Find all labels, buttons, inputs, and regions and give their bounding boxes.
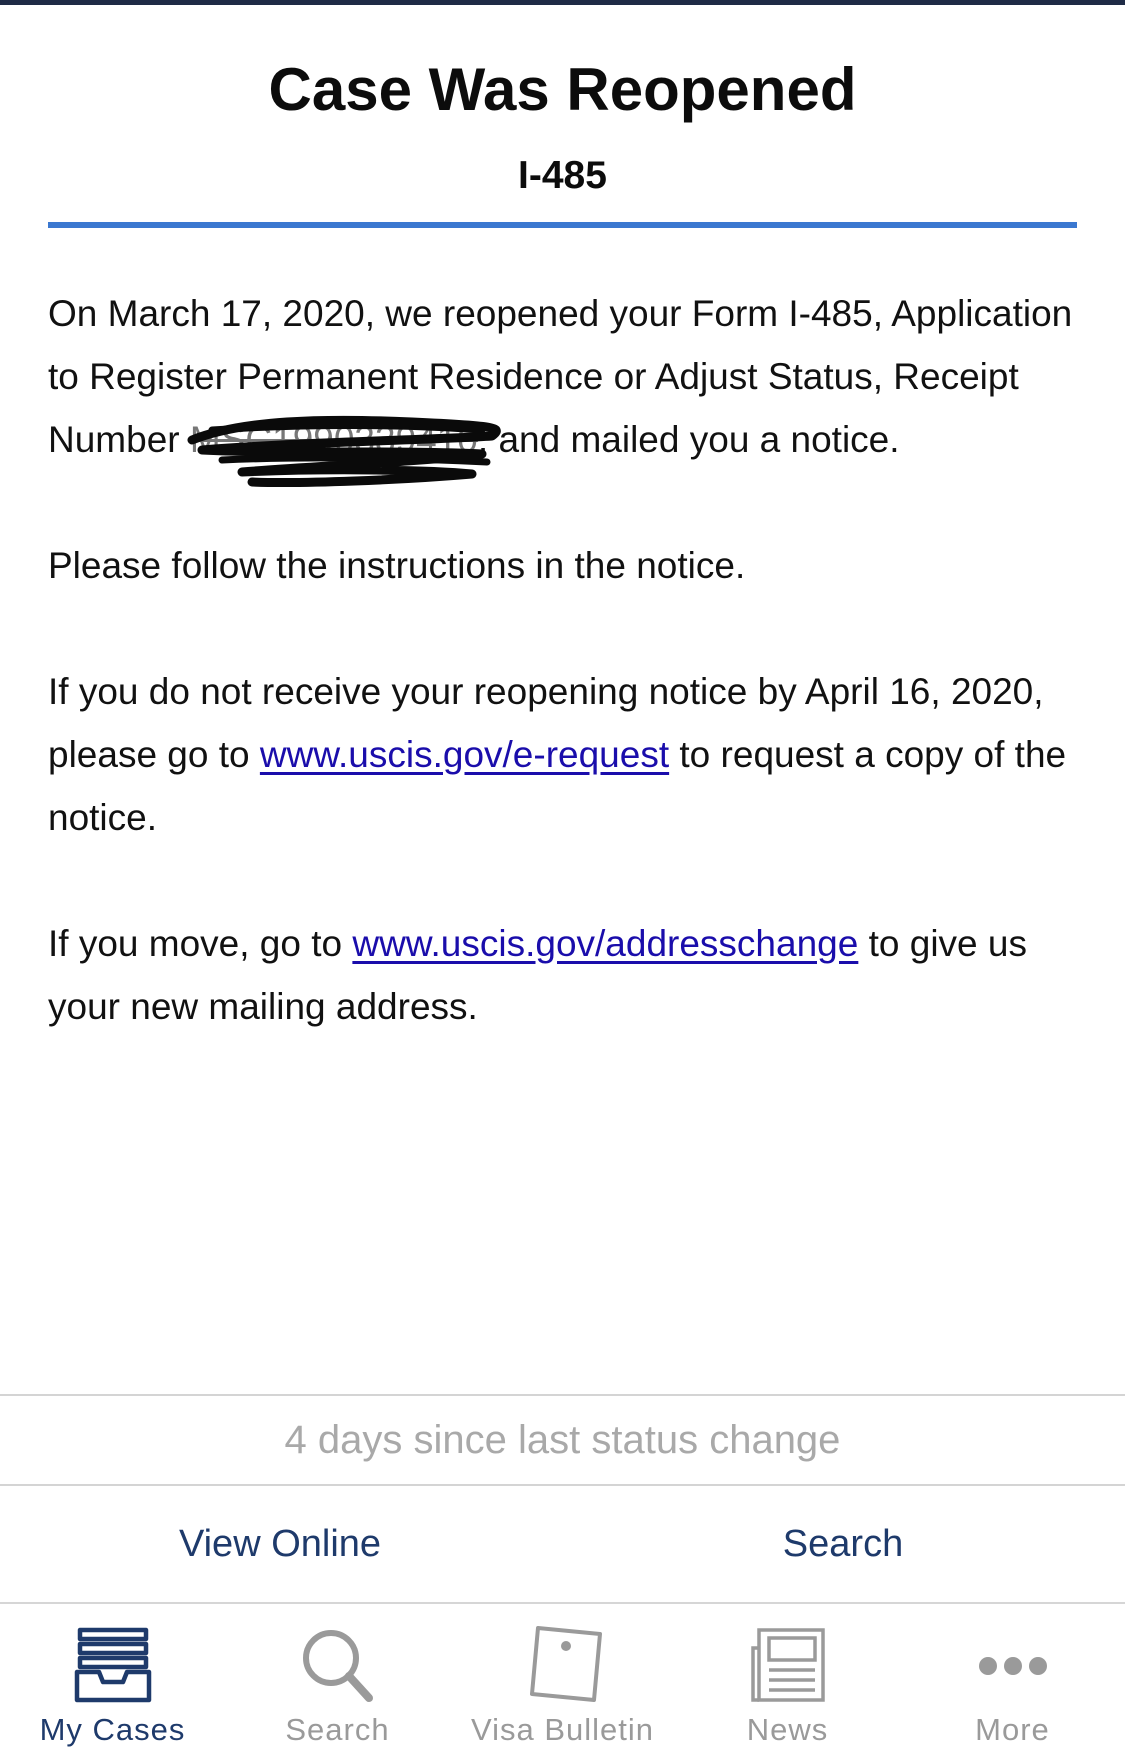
inbox-tray-icon (72, 1624, 154, 1706)
tab-news[interactable] (675, 1604, 900, 1751)
paragraph-text: If you do not receive your reopening notice by April 16, 2020, please go to (48, 671, 1044, 775)
receipt-number: MSC1990339410 (189, 419, 478, 460)
case-actions (0, 1486, 1125, 1604)
case-status-description (48, 282, 1088, 1101)
bottom-tab-bar (0, 1604, 1125, 1751)
tab-search[interactable] (225, 1604, 450, 1751)
view-online-button[interactable]: View Online (178, 1523, 382, 1565)
tab-label: News (746, 1712, 829, 1747)
paragraph-address-change (48, 912, 1088, 1038)
paragraph-reopened (48, 282, 1088, 471)
paragraph-text: , and mailed you a notice. (477, 419, 900, 460)
address-change-link[interactable]: www.uscis.gov/addresschange (352, 923, 859, 964)
newspaper-icon (747, 1624, 829, 1706)
paragraph-instructions: Please follow the instructions in the notice. (48, 545, 746, 586)
tab-label: Search (285, 1712, 390, 1747)
paragraph-e-request (48, 660, 1088, 849)
redacted-receipt-number (190, 408, 478, 471)
tab-my-cases[interactable] (0, 1604, 225, 1751)
pinned-note-icon (522, 1624, 604, 1706)
paragraph-text: to give us your new mailing address. (48, 923, 1027, 1027)
case-status-title: Case Was Reopened (268, 56, 857, 123)
tab-label: My Cases (39, 1712, 186, 1747)
tab-label: More (975, 1712, 1050, 1747)
magnifier-icon (297, 1624, 379, 1706)
paragraph-text: If you move, go to (48, 923, 353, 964)
e-request-link[interactable]: www.uscis.gov/e-request (259, 734, 670, 775)
title-divider (48, 222, 1077, 228)
ellipsis-icon (972, 1624, 1054, 1706)
tab-label: Visa Bulletin (470, 1712, 655, 1747)
form-id: I-485 (518, 154, 607, 197)
paragraph-text: to request a copy of the notice. (48, 734, 1067, 838)
top-edge-strip (0, 0, 1125, 5)
search-button[interactable]: Search (782, 1523, 904, 1565)
tab-visa-bulletin[interactable] (450, 1604, 675, 1751)
paragraph-text: On March 17, 2020, we reopened your Form I-485, Application to Register Permanent Residence or Adjust Status, Receipt Number (48, 293, 1073, 460)
tab-more[interactable] (900, 1604, 1125, 1751)
days-since-status-change: 4 days since last status change (0, 1394, 1125, 1486)
